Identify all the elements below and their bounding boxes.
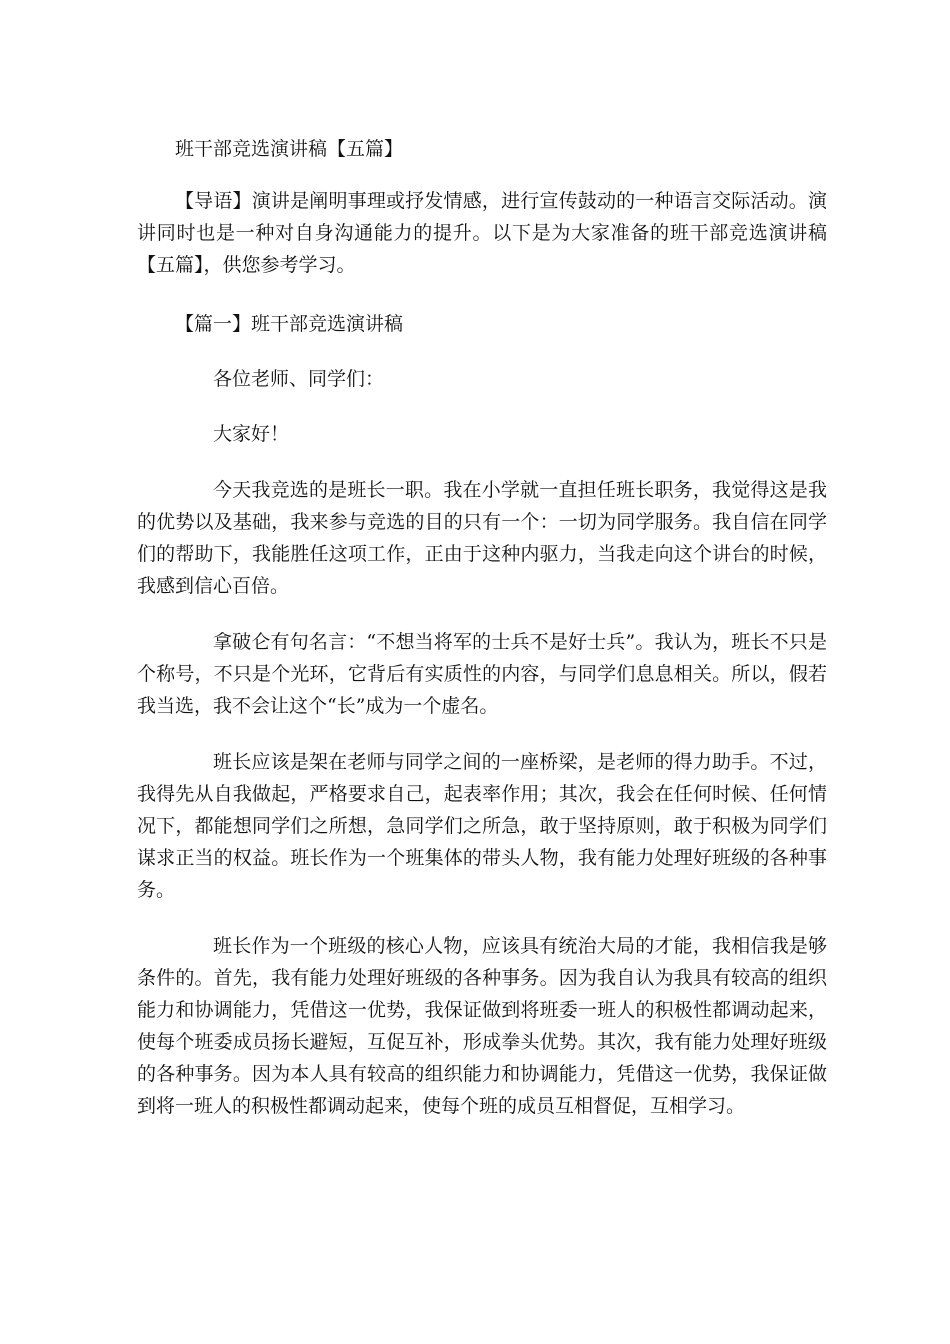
salutation: 各位老师、同学们： xyxy=(213,368,385,390)
section-one-title: 【篇一】班干部竞选演讲稿 xyxy=(175,313,404,335)
body-paragraph-1: 今天我竞选的是班长一职。我在小学就一直担任班长职务，我觉得这是我的优势以及基础，我来参与竞选的目的只有一个：一切为同学服务。我自信在同学们的帮助下，我能胜任这项工作，正由于这种内驱力，当我走向这个讲台的时候，我感到信心百倍。 xyxy=(137,479,827,597)
body-paragraph-2: 拿破仑有句名言：“不想当将军的士兵不是好士兵”。我认为，班长不只是个称号，不只是个光环，它背后有实质性的内容，与同学们息息相关。所以，假若我当选，我不会让这个“长”成为一个虚名。 xyxy=(137,631,827,717)
body-paragraph-3: 班长应该是架在老师与同学之间的一座桥梁，是老师的得力助手。不过，我得先从自我做起，严格要求自己，起表率作用；其次，我会在任何时候、任何情况下，都能想同学们之所想，急同学们之所急，敢于坚持原则，敢于积极为同学们谋求正当的权益。班长作为一个班集体的带头人物，我有能力处理好班级的各种事务。 xyxy=(137,751,827,901)
document-title: 班干部竞选演讲稿【五篇】 xyxy=(175,138,404,160)
intro-paragraph: 【导语】演讲是阐明事理或抒发情感，进行宣传鼓动的一种语言交际活动。演讲同时也是一种对自身沟通能力的提升。以下是为大家准备的班干部竞选演讲稿【五篇】，供您参考学习。 xyxy=(137,190,827,276)
greeting: 大家好！ xyxy=(213,423,290,445)
body-paragraph-4: 班长作为一个班级的核心人物，应该具有统治大局的才能，我相信我是够条件的。首先，我有能力处理好班级的各种事务。因为我自认为我具有较高的组织能力和协调能力，凭借这一优势，我保证做到将班委一班人的积极性都调动起来，使每个班委成员扬长避短，互促互补，形成拳头优势。其次，我有能力处理好班级的各种事务。因为本人具有较高的组织能力和协调能力，凭借这一优势，我保证做到将一班人的积极性都调动起来，使每个班的成员互相督促，互相学习。 xyxy=(137,935,827,1117)
